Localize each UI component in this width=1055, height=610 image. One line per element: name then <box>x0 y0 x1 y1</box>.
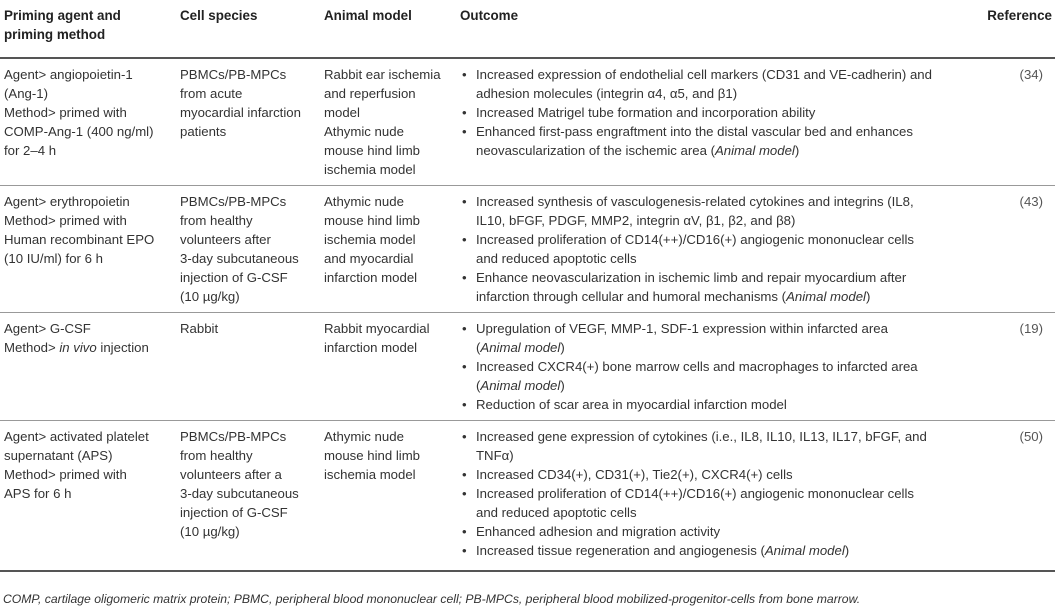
table-row <box>0 421 1055 571</box>
outcome-cell <box>456 421 974 571</box>
agent-cell: Agent> activated platelet supernatant (APS) Method> primed with APS for 6 h <box>0 421 176 571</box>
list-item: • Increased proliferation of CD14(++)/CD16(+) angiogenic mononuclear cells and reduced apoptotic cells <box>460 230 970 268</box>
outcome-list <box>460 319 970 414</box>
table-row <box>0 58 1055 186</box>
list-item: • Enhanced adhesion and migration activity <box>460 522 970 541</box>
table-row <box>0 313 1055 421</box>
animal-model-cell: Rabbit ear ischemia and reperfusion model Athymic nude mouse hind limb ischemia model <box>320 58 456 186</box>
list-item: • Increased Matrigel tube formation and incorporation ability <box>460 103 970 122</box>
list-item: • Upregulation of VEGF, MMP-1, SDF-1 expression within infarcted area (Animal model) <box>460 319 970 357</box>
list-item: • Increased proliferation of CD14(++)/CD16(+) angiogenic mononuclear cells and reduced apoptotic cells <box>460 484 970 522</box>
animal-model-cell: Rabbit myocardial infarction model <box>320 313 456 421</box>
cell-species-cell: PBMCs/PB-MPCs from healthy volunteers after 3-day subcutaneous injection of G-CSF (10 µg/kg) <box>176 186 320 313</box>
outcome-cell <box>456 313 974 421</box>
agent-cell: Agent> erythropoietin Method> primed with Human recombinant EPO (10 IU/ml) for 6 h <box>0 186 176 313</box>
list-item: • Increased gene expression of cytokines (i.e., IL8, IL10, IL13, IL17, bFGF, and TNFα) <box>460 427 970 465</box>
list-item: • Increased synthesis of vasculogenesis-related cytokines and integrins (IL8, IL10, bFGF, PDGF, MMP2, integrin αV, β1, β2, and β8) <box>460 192 970 230</box>
reference-cell: (43) <box>974 186 1055 313</box>
reference-cell: (34) <box>974 58 1055 186</box>
list-item: • Increased expression of endothelial cell markers (CD31 and VE-cadherin) and adhesion molecules (integrin α4, α5, and β1) <box>460 65 970 103</box>
agent-cell: Agent> angiopoietin-1 (Ang-1) Method> primed with COMP-Ang-1 (400 ng/ml) for 2–4 h <box>0 58 176 186</box>
header-agent: Priming agent and priming method <box>0 0 176 58</box>
table-footnote: COMP, cartilage oligomeric matrix protein; PBMC, peripheral blood mononuclear cell; PB-MPCs, peripheral blood mobilized-progenitor-cells from bone marrow. <box>3 592 861 606</box>
animal-model-cell: Athymic nude mouse hind limb ischemia model <box>320 421 456 571</box>
agent-cell: Agent> G-CSF Method> in vivo injection <box>0 313 176 421</box>
list-item: • Increased tissue regeneration and angiogenesis (Animal model) <box>460 541 970 560</box>
cell-species-cell: PBMCs/PB-MPCs from acute myocardial infarction patients <box>176 58 320 186</box>
header-cell-species: Cell species <box>176 0 320 58</box>
header-outcome: Outcome <box>456 0 974 58</box>
outcome-cell <box>456 58 974 186</box>
outcome-list <box>460 192 970 306</box>
list-item: • Enhance neovascularization in ischemic limb and repair myocardium after infarction through cellular and humoral mechanisms (Animal model) <box>460 268 970 306</box>
header-row <box>0 0 1055 58</box>
list-item: • Reduction of scar area in myocardial infarction model <box>460 395 970 414</box>
reference-cell: (50) <box>974 421 1055 571</box>
header-reference: Reference <box>974 0 1055 58</box>
cell-species-cell: PBMCs/PB-MPCs from healthy volunteers after a 3-day subcutaneous injection of G-CSF (10 µg/kg) <box>176 421 320 571</box>
outcome-cell <box>456 186 974 313</box>
list-item: • Enhanced first-pass engraftment into the distal vascular bed and enhances neovascularization of the ischemic area (Animal model) <box>460 122 970 160</box>
list-item: • Increased CD34(+), CD31(+), Tie2(+), CXCR4(+) cells <box>460 465 970 484</box>
outcome-list <box>460 65 970 160</box>
animal-model-cell: Athymic nude mouse hind limb ischemia model and myocardial infarction model <box>320 186 456 313</box>
list-item: • Increased CXCR4(+) bone marrow cells and macrophages to infarcted area (Animal model) <box>460 357 970 395</box>
cell-species-cell: Rabbit <box>176 313 320 421</box>
reference-cell: (19) <box>974 313 1055 421</box>
header-animal-model: Animal model <box>320 0 456 58</box>
outcome-list <box>460 427 970 560</box>
table-row <box>0 186 1055 313</box>
